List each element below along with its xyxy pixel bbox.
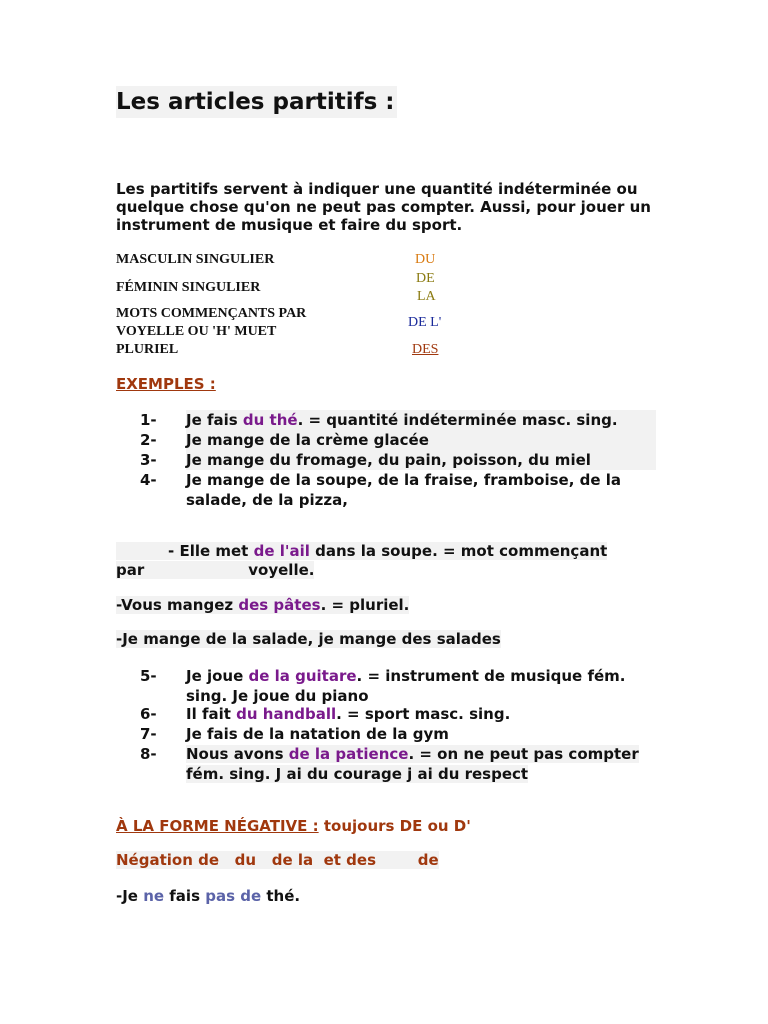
item-number: 1- — [140, 411, 157, 429]
row-label-masculin: MASCULIN SINGULIER — [116, 252, 275, 267]
paragraph-salade: -Je mange de la salade, je mange des salades — [116, 630, 501, 648]
article-de-l: DE L' — [408, 315, 442, 330]
intro-paragraph: Les partitifs servent à indiquer une quantité indéterminée ou quelque chose qu'on ne peut pas compter. Aussi, pour jouer un instrument de musique et faire du sport. — [116, 180, 651, 234]
item-text: Je mange du fromage, du pain, poisson, du miel — [186, 450, 656, 470]
examples-heading: EXEMPLES : — [116, 375, 216, 393]
row-label-feminin: FÉMININ SINGULIER — [116, 280, 261, 295]
article-des: DES — [412, 342, 439, 357]
item-text: Nous avons de la patience. = on ne peut pas compter fém. sing. J ai du courage j ai du respect — [186, 745, 639, 783]
row-label-voyelle-1: MOTS COMMENÇANTS PAR — [116, 306, 307, 321]
article-du: DU — [415, 252, 436, 267]
item-text: Il fait du handball. = sport masc. sing. — [186, 705, 511, 723]
page-title: Les articles partitifs : — [116, 86, 397, 118]
item-number: 4- — [140, 471, 157, 489]
row-label-pluriel: PLURIEL — [116, 342, 179, 357]
paragraph-ail: - Elle met de l'ail dans la soupe. = mot commençant par voyelle. — [116, 542, 608, 579]
item-number: 6- — [140, 705, 157, 723]
item-number: 7- — [140, 725, 157, 743]
item-text: Je mange de la soupe, de la fraise, framboise, de la salade, de la pizza, — [186, 471, 622, 509]
item-number: 3- — [140, 451, 157, 469]
article-de: DE — [416, 271, 435, 286]
negative-example: -Je ne fais pas de thé. — [116, 887, 301, 905]
row-label-voyelle-2: VOYELLE OU 'H' MUET — [116, 324, 277, 339]
item-number: 8- — [140, 745, 157, 763]
negative-form-heading: À LA FORME NÉGATIVE : toujours DE ou D' — [116, 817, 471, 835]
item-text: Je joue de la guitare. = instrument de musique fém. sing. Je joue du piano — [186, 667, 626, 705]
article-la: LA — [417, 289, 436, 304]
item-number: 2- — [140, 431, 157, 449]
item-text: Je mange de la crème glacée — [186, 430, 656, 450]
item-number: 5- — [140, 667, 157, 685]
negation-line: Négation de du de la et des de — [116, 851, 439, 869]
item-text: Je fais du thé. = quantité indéterminée masc. sing. — [186, 410, 656, 430]
paragraph-pates: -Vous mangez des pâtes. = pluriel. — [116, 596, 410, 614]
item-text: Je fais de la natation de la gym — [186, 725, 449, 743]
